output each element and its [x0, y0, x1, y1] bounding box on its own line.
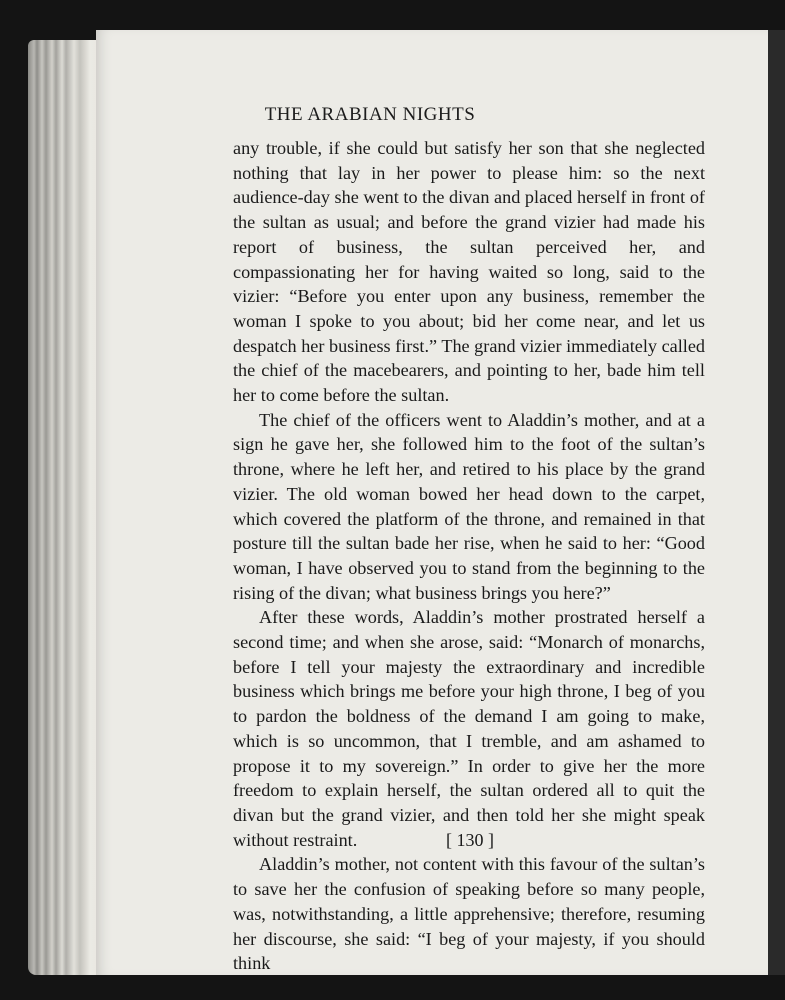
paragraph-2: The chief of the officers went to Aladdin’s mother, and at a sign he gave her, she followed him to the foot of the sultan’s throne, where he left her, and retired to his place by the grand vizier. The old woman bowed her head down to the carpet, which covered the platform of the throne, and remained in that posture till the sultan bade her rise, when he said to her: “Good woman, I have observed you to stand from the beginning to the rising of the divan; what business brings you here?”	[233, 409, 705, 603]
paragraph-4: Aladdin’s mother, not content with this favour of the sultan’s to save her the confusion of speaking before so many people, was, notwithstanding, a little apprehensive; therefore, resuming her discourse, she said: “I beg of your majesty, if you should think	[233, 854, 705, 974]
running-head: THE ARABIAN NIGHTS	[264, 104, 476, 125]
paragraph-3: After these words, Aladdin’s mother prostrated herself a second time; and when she arose, said: “Monarch of monarchs, before I tell your majesty the extraordinary and incredible business which brings me before your high throne, I beg of you to pardon the boldness of the demand I am going to make, which is so uncommon, that I tremble, and am ashamed to propose it to my sovereign.” In order to give her the more freedom to explain herself, the sultan ordered all to quit the divan but the grand vizier, and then told her she might speak without restraint.	[233, 607, 705, 850]
paragraph-1: any trouble, if she could but satisfy her son that she neglected nothing that lay in her power to please him: so the next audience-day she went to the divan and placed herself in front of the sultan as usual; and before the grand vizier had made his report of business, the sultan perceived her, and compassionating her for having waited so long, said to the vizier: “Before you enter upon any business, remember the woman I spoke to you about; bid her come near, and let us despatch her business first.” The grand vizier immediately called the chief of the macebearers, and pointing to her, bade him tell her to come before the sultan.	[233, 138, 705, 406]
page-number: [ 130 ]	[446, 830, 494, 850]
